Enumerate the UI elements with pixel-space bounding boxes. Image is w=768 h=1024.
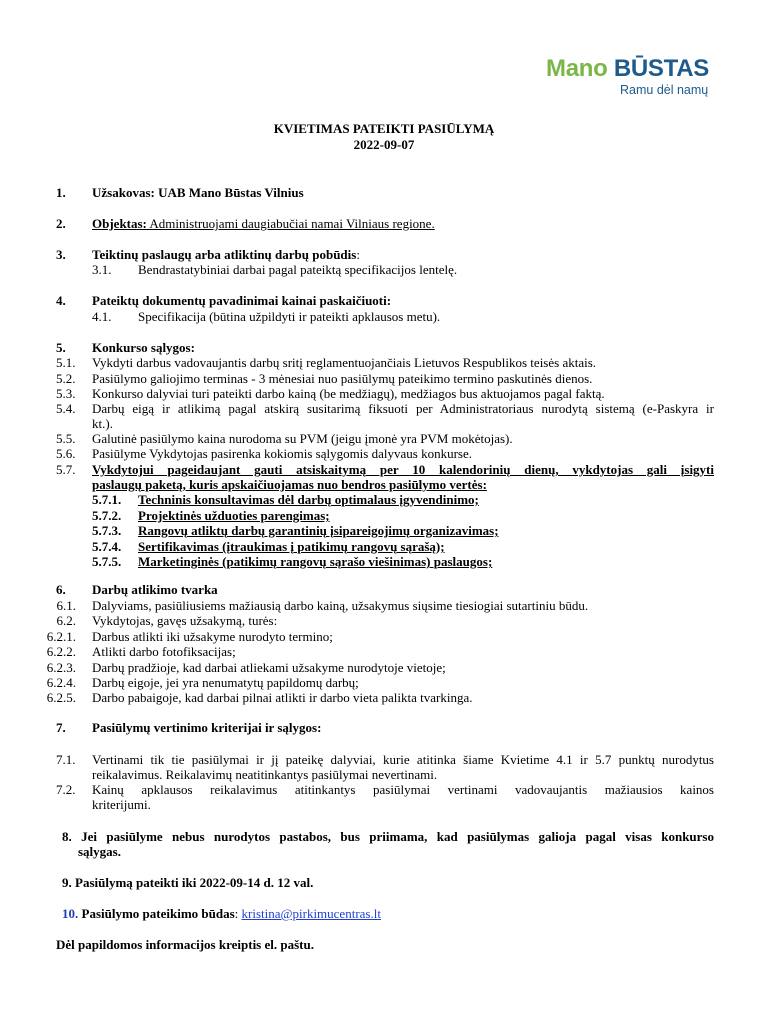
item-text: Bendrastatybiniai darbai pagal pateiktą specifikacijos lentelę. [138, 262, 458, 277]
section-9: 9. Pasiūlymą pateikti iki 2022-09-14 d. 12 val. [62, 875, 314, 890]
item-text: Darbus atlikti iki užsakyme nurodyto termino; [92, 629, 333, 644]
subitem-number: 5.7.2. [92, 508, 122, 523]
logo-bustas-text: BŪSTAS [613, 55, 709, 82]
item-number: 5.1. [56, 355, 76, 370]
item-text: Vykdytojas, gavęs užsakymą, turės: [92, 613, 278, 628]
document-title: KVIETIMAS PATEIKTI PASIŪLYMĄ [273, 121, 495, 136]
item-number: 3.1. [92, 262, 112, 277]
section-number: 5. [56, 340, 66, 355]
section-heading: Pateiktų dokumentų pavadinimai kainai paskaičiuoti: [92, 293, 392, 308]
section-heading: Teiktinų paslaugų arba atliktinų darbų pobūdis [92, 247, 357, 262]
document-date: 2022-09-07 [353, 137, 415, 152]
item-text: Konkurso dalyviai turi pateikti darbo kainą (be medžiagų), medžiagos bus aktuojamos pagal faktą. [92, 386, 605, 401]
section-text: 8. Jei pasiūlyme nebus nurodytos pastabos, bus priimama, kad pasiūlymas galioja pagal visas konkurso [62, 829, 714, 844]
section-number: 1. [56, 185, 66, 200]
email-link[interactable]: kristina@pirkimucentras.lt [241, 906, 381, 921]
item-number: 6.2.5. [46, 690, 76, 705]
item-text: Pasiūlymo galiojimo terminas - 3 mėnesiai nuo pasiūlymų pateikimo termino paskutinės dienos. [92, 371, 593, 386]
logo-tagline: Ramu dėl namų [620, 83, 709, 97]
item-number: 6.2.2. [46, 644, 76, 659]
item-text-cont: paslaugų paketą, kuris apskaičiuojamas nuo bendros pasiūlymo vertės: [92, 477, 487, 492]
item-number: 7.1. [56, 752, 76, 767]
subitem-number: 5.7.3. [92, 523, 122, 538]
item-number: 6.2. [56, 613, 76, 628]
item-number: 5.4. [56, 401, 76, 416]
item-number: 5.3. [56, 386, 76, 401]
subitem-number: 5.7.5. [92, 554, 122, 569]
section-text: Administruojami daugiabučiai namai Vilniaus regione. [146, 216, 435, 231]
item-number: 7.2. [56, 782, 76, 797]
item-number: 5.2. [56, 371, 76, 386]
item-text: Vykdytojui pageidaujant gauti atsiskaitymą per 10 kalendorinių dienų, vykdytojas gali įsigyti [92, 462, 714, 477]
item-number: 4.1. [92, 309, 112, 324]
item-text: Dalyviams, pasiūliusiems mažiausią darbo kainą, užsakymus siųsime tiesiogiai sutartiniu būdu. [92, 598, 589, 613]
subitem-number: 5.7.1. [92, 492, 122, 507]
item-text: Kainų apklausos reikalavimus atitinkantys pasiūlymai vertinami vadovaujantis mažiausios kainos [92, 782, 714, 797]
section-number: 6. [56, 582, 66, 597]
item-number: 6.1. [56, 598, 76, 613]
item-text-cont: kt.). [92, 416, 113, 431]
subitem-text: Rangovų atliktų darbų garantinių įsipareigojimų organizavimas; [138, 523, 499, 538]
item-text: Darbo pabaigoje, kad darbai pilnai atlikti ir darbo vieta palikta tvarkinga. [92, 690, 473, 705]
item-number: 6.2.3. [46, 660, 76, 675]
item-number: 6.2.4. [46, 675, 76, 690]
section-10 [62, 906, 381, 921]
section-heading: Darbų atlikimo tvarka [92, 582, 218, 597]
item-text: Pasiūlyme Vykdytojas pasirenka kokiomis sąlygomis dalyvaus konkurse. [92, 446, 472, 461]
item-number: 6.2.1. [46, 629, 76, 644]
item-text: Atlikti darbo fotofiksacijas; [92, 644, 236, 659]
heading-colon: : [356, 247, 360, 262]
item-number: 5.7. [56, 462, 76, 477]
section-heading: Užsakovas: UAB Mano Būstas Vilnius [92, 185, 304, 200]
section-number: 3. [56, 247, 66, 262]
item-text: Darbų pradžioje, kad darbai atliekami užsakyme nurodytoje vietoje; [92, 660, 446, 675]
item-text: Darbų eigą ir atlikimą pagal atskirą susitarimą fiksuoti per Administratoriaus nurodytą sistemą (e-Paskyra ir [92, 401, 714, 416]
item-number: 5.5. [56, 431, 76, 446]
section-number: 7. [56, 720, 66, 735]
item-text: Vykdyti darbus vadovaujantis darbų sritį reglamentuojančiais Lietuvos Respublikos teisės aktais. [92, 355, 597, 370]
heading-colon: : [234, 906, 242, 921]
section-heading: Pasiūlymų vertinimo kriterijai ir sąlygos: [92, 720, 322, 735]
section-heading: Objektas: [92, 216, 147, 231]
section-number: 4. [56, 293, 66, 308]
subitem-text: Techninis konsultavimas dėl darbų optimalaus įgyvendinimo; [138, 492, 479, 507]
item-text: Vertinami tik tie pasiūlymai ir jį pateikę dalyviai, kurie atitinka šiame Kvietime 4.1 ir 5.7 punktų nurodytus [92, 752, 714, 767]
subitem-text: Projektinės užduoties parengimas; [138, 508, 330, 523]
section-number: 2. [56, 216, 66, 231]
item-text: Specifikacija (būtina užpildyti ir pateikti apklausos metu). [138, 309, 441, 324]
logo-mano-text: Mano [546, 55, 608, 82]
item-text: Galutinė pasiūlymo kaina nurodoma su PVM (jeigu įmonė yra PVM mokėtojas). [92, 431, 513, 446]
section-text-cont: sąlygas. [78, 844, 121, 859]
item-text: Darbų eigoje, jei yra nenumatytų papildomų darbų; [92, 675, 359, 690]
section-heading: Konkurso sąlygos: [92, 340, 195, 355]
item-number: 5.6. [56, 446, 76, 461]
subitem-text: Sertifikavimas (įtraukimas į patikimų rangovų sąrašą); [138, 539, 445, 554]
subitem-number: 5.7.4. [92, 539, 122, 554]
subitem-text: Marketinginės (patikimų rangovų sąrašo viešinimas) paslaugos; [138, 554, 493, 569]
footer-note: Dėl papildomos informacijos kreiptis el. paštu. [56, 937, 314, 952]
item-text-cont: reikalavimus. Reikalavimų neatitinkantys pasiūlymai nevertinami. [92, 767, 438, 782]
section-number: 10. [62, 906, 79, 921]
item-text-cont: kriterijumi. [92, 797, 151, 812]
section-heading: Pasiūlymo pateikimo būdas [78, 906, 235, 921]
